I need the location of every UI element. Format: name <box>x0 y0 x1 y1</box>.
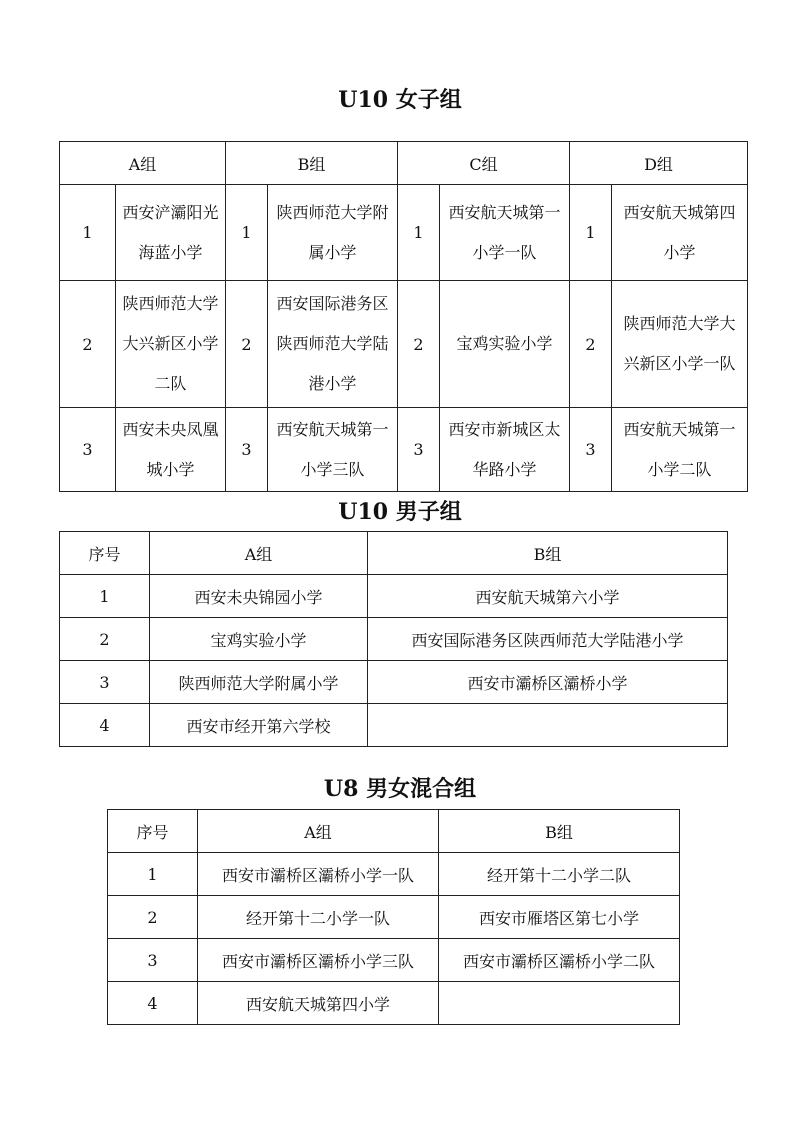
team-cell: 西安航天城第四小学 <box>198 982 439 1025</box>
header-number: 序号 <box>108 810 198 853</box>
team-cell: 陕西师范大学附属小学 <box>268 185 398 281</box>
u8-mixed-title: U8 男女混合组 <box>323 776 477 802</box>
u10-boys-title: U10 男子组 <box>338 499 462 525</box>
u10-boys-table <box>59 531 728 747</box>
row-number: 1 <box>108 853 198 896</box>
row-number: 3 <box>570 408 612 492</box>
team-cell: 西安航天城第一小学二队 <box>612 408 748 492</box>
group-header-d: D组 <box>570 142 748 185</box>
row-number: 1 <box>226 185 268 281</box>
team-cell: 西安市经开第六学校 <box>150 704 368 747</box>
header-number: 序号 <box>60 532 150 575</box>
team-cell: 西安市雁塔区第七小学 <box>439 896 680 939</box>
row-number: 3 <box>398 408 440 492</box>
team-cell: 陕西师范大学大兴新区小学二队 <box>116 281 226 408</box>
row-number: 1 <box>60 185 116 281</box>
row-number: 2 <box>398 281 440 408</box>
table-row <box>60 185 748 281</box>
team-cell: 西安市灞桥区灞桥小学三队 <box>198 939 439 982</box>
team-cell: 陕西师范大学大兴新区小学一队 <box>612 281 748 408</box>
row-number: 2 <box>108 896 198 939</box>
team-cell: 西安航天城第一小学三队 <box>268 408 398 492</box>
team-cell: 西安市灞桥区灞桥小学 <box>368 661 728 704</box>
row-number: 4 <box>108 982 198 1025</box>
row-number: 3 <box>60 408 116 492</box>
header-group-a: A组 <box>150 532 368 575</box>
header-group-b: B组 <box>368 532 728 575</box>
table-row <box>60 408 748 492</box>
u10-girls-title: U10 女子组 <box>338 87 462 113</box>
row-number: 2 <box>60 618 150 661</box>
header-group-b: B组 <box>439 810 680 853</box>
team-cell: 宝鸡实验小学 <box>150 618 368 661</box>
row-number: 1 <box>570 185 612 281</box>
table-row <box>108 896 680 939</box>
team-cell: 陕西师范大学附属小学 <box>150 661 368 704</box>
table-row <box>108 982 680 1025</box>
row-number: 3 <box>108 939 198 982</box>
row-number: 1 <box>398 185 440 281</box>
team-cell: 西安浐灞阳光海蓝小学 <box>116 185 226 281</box>
team-cell: 西安市灞桥区灞桥小学一队 <box>198 853 439 896</box>
row-number: 2 <box>60 281 116 408</box>
row-number: 3 <box>226 408 268 492</box>
team-cell: 西安航天城第六小学 <box>368 575 728 618</box>
team-cell: 西安市新城区太华路小学 <box>440 408 570 492</box>
team-cell: 经开第十二小学一队 <box>198 896 439 939</box>
u8-mixed-table <box>107 809 680 1025</box>
row-number: 1 <box>60 575 150 618</box>
team-cell: 西安未央凤凰城小学 <box>116 408 226 492</box>
group-header-a: A组 <box>60 142 226 185</box>
team-cell: 西安航天城第四小学 <box>612 185 748 281</box>
team-cell: 宝鸡实验小学 <box>440 281 570 408</box>
u10-girls-table <box>59 141 748 492</box>
row-number: 3 <box>60 661 150 704</box>
team-cell: 经开第十二小学二队 <box>439 853 680 896</box>
team-cell: 西安国际港务区陕西师范大学陆港小学 <box>268 281 398 408</box>
team-cell <box>439 982 680 1025</box>
group-header-b: B组 <box>226 142 398 185</box>
table-row <box>108 853 680 896</box>
team-cell: 西安市灞桥区灞桥小学二队 <box>439 939 680 982</box>
header-group-a: A组 <box>198 810 439 853</box>
team-cell: 西安未央锦园小学 <box>150 575 368 618</box>
table-row <box>60 575 728 618</box>
table-row <box>60 281 748 408</box>
row-number: 4 <box>60 704 150 747</box>
group-header-c: C组 <box>398 142 570 185</box>
team-cell: 西安航天城第一小学一队 <box>440 185 570 281</box>
table-row <box>60 704 728 747</box>
team-cell: 西安国际港务区陕西师范大学陆港小学 <box>368 618 728 661</box>
row-number: 2 <box>570 281 612 408</box>
row-number: 2 <box>226 281 268 408</box>
table-row <box>108 939 680 982</box>
table-row <box>60 618 728 661</box>
table-row <box>60 661 728 704</box>
team-cell <box>368 704 728 747</box>
